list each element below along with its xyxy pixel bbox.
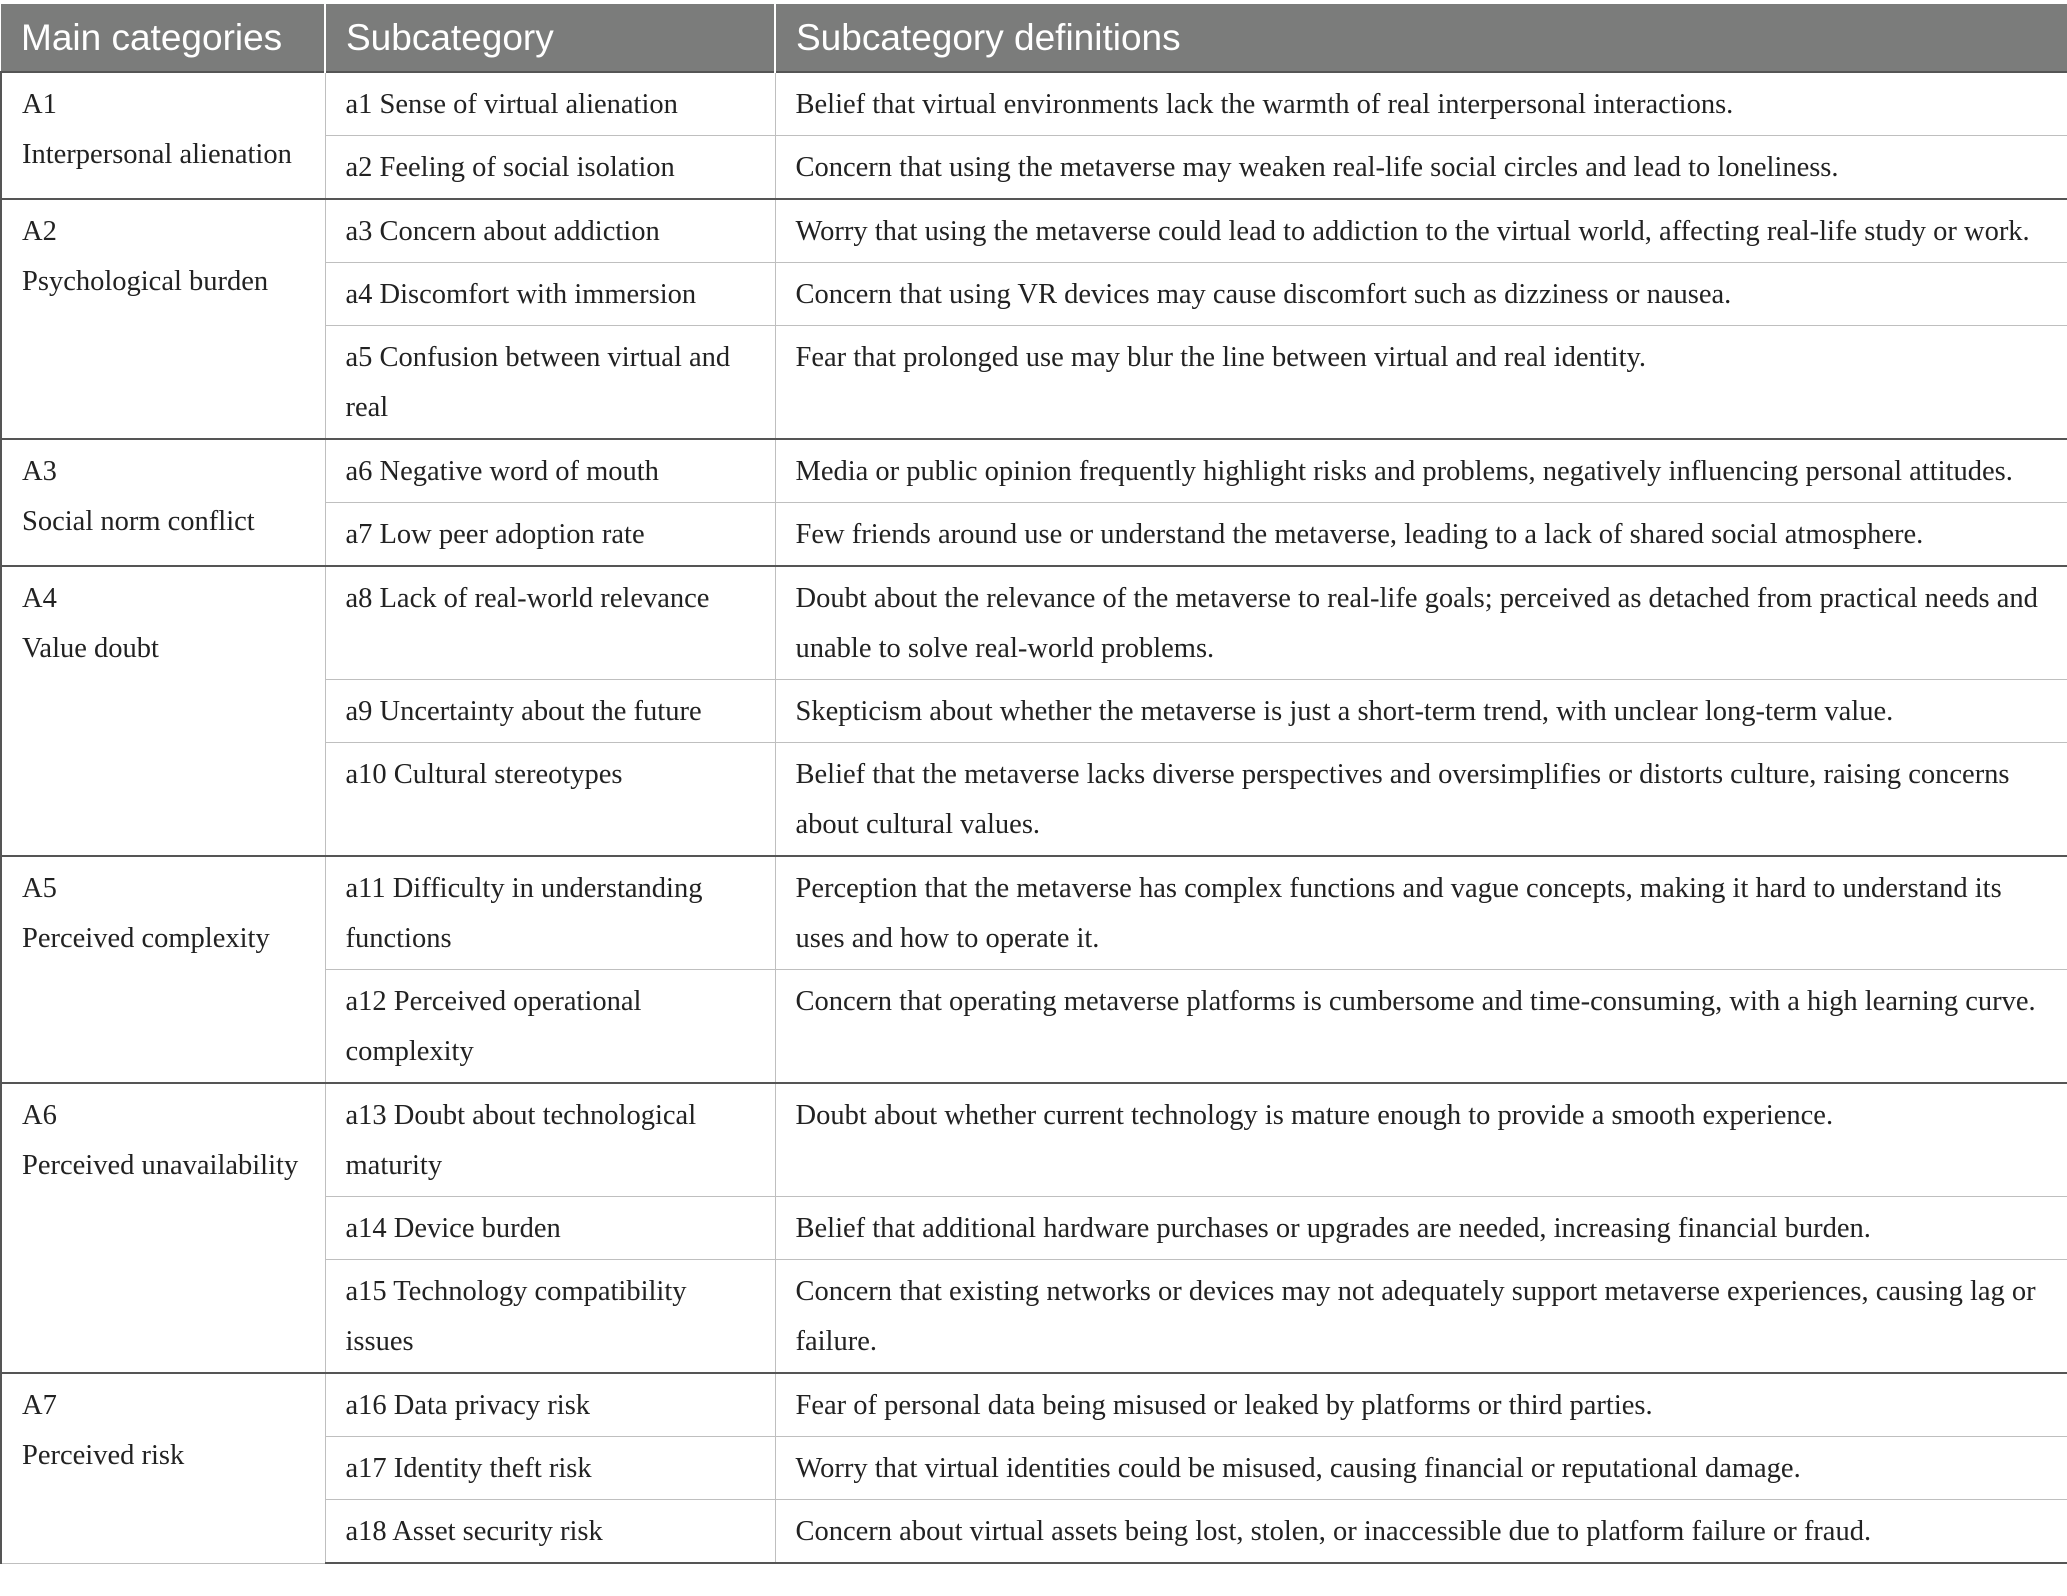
table-row <box>1 72 2067 136</box>
header-subcategory-definitions: Subcategory definitions <box>775 4 2067 72</box>
main-category-cell <box>1 439 325 566</box>
main-category-cell <box>1 1083 325 1373</box>
table-row <box>1 1373 2067 1437</box>
subcategory-cell: a12 Perceived operational complexity <box>325 970 775 1084</box>
main-category-cell <box>1 566 325 856</box>
definition-cell: Worry that using the metaverse could lead to addiction to the virtual world, affecting real-life study or work. <box>775 199 2067 263</box>
main-category-code: A2 <box>22 216 57 247</box>
header-main-categories: Main categories <box>1 4 325 72</box>
subcategory-cell: a7 Low peer adoption rate <box>325 503 775 567</box>
table-row <box>1 199 2067 263</box>
definition-cell: Few friends around use or understand the metaverse, leading to a lack of shared social atmosphere. <box>775 503 2067 567</box>
table-row <box>1 1083 2067 1197</box>
definition-cell: Concern that operating metaverse platforms is cumbersome and time-consuming, with a high learning curve. <box>775 970 2067 1084</box>
definition-cell: Perception that the metaverse has complex functions and vague concepts, making it hard to understand its uses and how to operate it. <box>775 856 2067 970</box>
table-row <box>1 439 2067 503</box>
main-category-code: A6 <box>22 1100 57 1131</box>
header-row <box>1 4 2067 72</box>
subcategory-cell: a8 Lack of real-world relevance <box>325 566 775 680</box>
table-row <box>1 566 2067 680</box>
definition-cell: Doubt about whether current technology is mature enough to provide a smooth experience. <box>775 1083 2067 1197</box>
main-category-name: Interpersonal alienation <box>22 139 292 170</box>
main-category-name: Social norm conflict <box>22 506 255 537</box>
main-category-cell <box>1 1373 325 1563</box>
main-category-code: A7 <box>22 1390 57 1421</box>
main-category-code: A5 <box>22 873 57 904</box>
main-category-name: Perceived risk <box>22 1440 185 1471</box>
subcategory-cell: a5 Confusion between virtual and real <box>325 326 775 440</box>
main-category-name: Psychological burden <box>22 266 269 297</box>
subcategory-cell: a10 Cultural stereotypes <box>325 743 775 857</box>
subcategory-cell: a3 Concern about addiction <box>325 199 775 263</box>
main-category-code: A1 <box>22 89 57 120</box>
main-category-code: A3 <box>22 456 57 487</box>
main-category-code: A4 <box>22 583 57 614</box>
subcategory-cell: a14 Device burden <box>325 1197 775 1260</box>
main-category-cell <box>1 72 325 199</box>
subcategory-cell: a17 Identity theft risk <box>325 1437 775 1500</box>
definition-cell: Belief that virtual environments lack the warmth of real interpersonal interactions. <box>775 72 2067 136</box>
table-row <box>1 856 2067 970</box>
definition-cell: Skepticism about whether the metaverse is just a short-term trend, with unclear long-term value. <box>775 680 2067 743</box>
subcategory-cell: a6 Negative word of mouth <box>325 439 775 503</box>
definition-cell: Concern about virtual assets being lost, stolen, or inaccessible due to platform failure or fraud. <box>775 1500 2067 1564</box>
definition-cell: Belief that the metaverse lacks diverse perspectives and oversimplifies or distorts culture, raising concerns about cultural values. <box>775 743 2067 857</box>
subcategory-cell: a15 Technology compatibility issues <box>325 1260 775 1374</box>
main-category-name: Perceived complexity <box>22 923 270 954</box>
definition-cell: Concern that existing networks or devices may not adequately support metaverse experiences, causing lag or failure. <box>775 1260 2067 1374</box>
main-category-name: Perceived unavailability <box>22 1150 299 1181</box>
definition-cell: Concern that using the metaverse may weaken real-life social circles and lead to loneliness. <box>775 136 2067 200</box>
definition-cell: Fear of personal data being misused or leaked by platforms or third parties. <box>775 1373 2067 1437</box>
definition-cell: Doubt about the relevance of the metaverse to real-life goals; perceived as detached from practical needs and unable to solve real-world problems. <box>775 566 2067 680</box>
definition-cell: Fear that prolonged use may blur the line between virtual and real identity. <box>775 326 2067 440</box>
main-category-cell <box>1 199 325 439</box>
categories-table <box>0 4 2067 1564</box>
subcategory-cell: a4 Discomfort with immersion <box>325 263 775 326</box>
subcategory-cell: a11 Difficulty in understanding functions <box>325 856 775 970</box>
definition-cell: Worry that virtual identities could be misused, causing financial or reputational damage. <box>775 1437 2067 1500</box>
header-subcategory: Subcategory <box>325 4 775 72</box>
subcategory-cell: a13 Doubt about technological maturity <box>325 1083 775 1197</box>
definition-cell: Belief that additional hardware purchases or upgrades are needed, increasing financial burden. <box>775 1197 2067 1260</box>
subcategory-cell: a16 Data privacy risk <box>325 1373 775 1437</box>
subcategory-cell: a2 Feeling of social isolation <box>325 136 775 200</box>
main-category-cell <box>1 856 325 1083</box>
definition-cell: Media or public opinion frequently highlight risks and problems, negatively influencing personal attitudes. <box>775 439 2067 503</box>
subcategory-cell: a9 Uncertainty about the future <box>325 680 775 743</box>
definition-cell: Concern that using VR devices may cause discomfort such as dizziness or nausea. <box>775 263 2067 326</box>
subcategory-cell: a1 Sense of virtual alienation <box>325 72 775 136</box>
subcategory-cell: a18 Asset security risk <box>325 1500 775 1564</box>
main-category-name: Value doubt <box>22 633 159 664</box>
